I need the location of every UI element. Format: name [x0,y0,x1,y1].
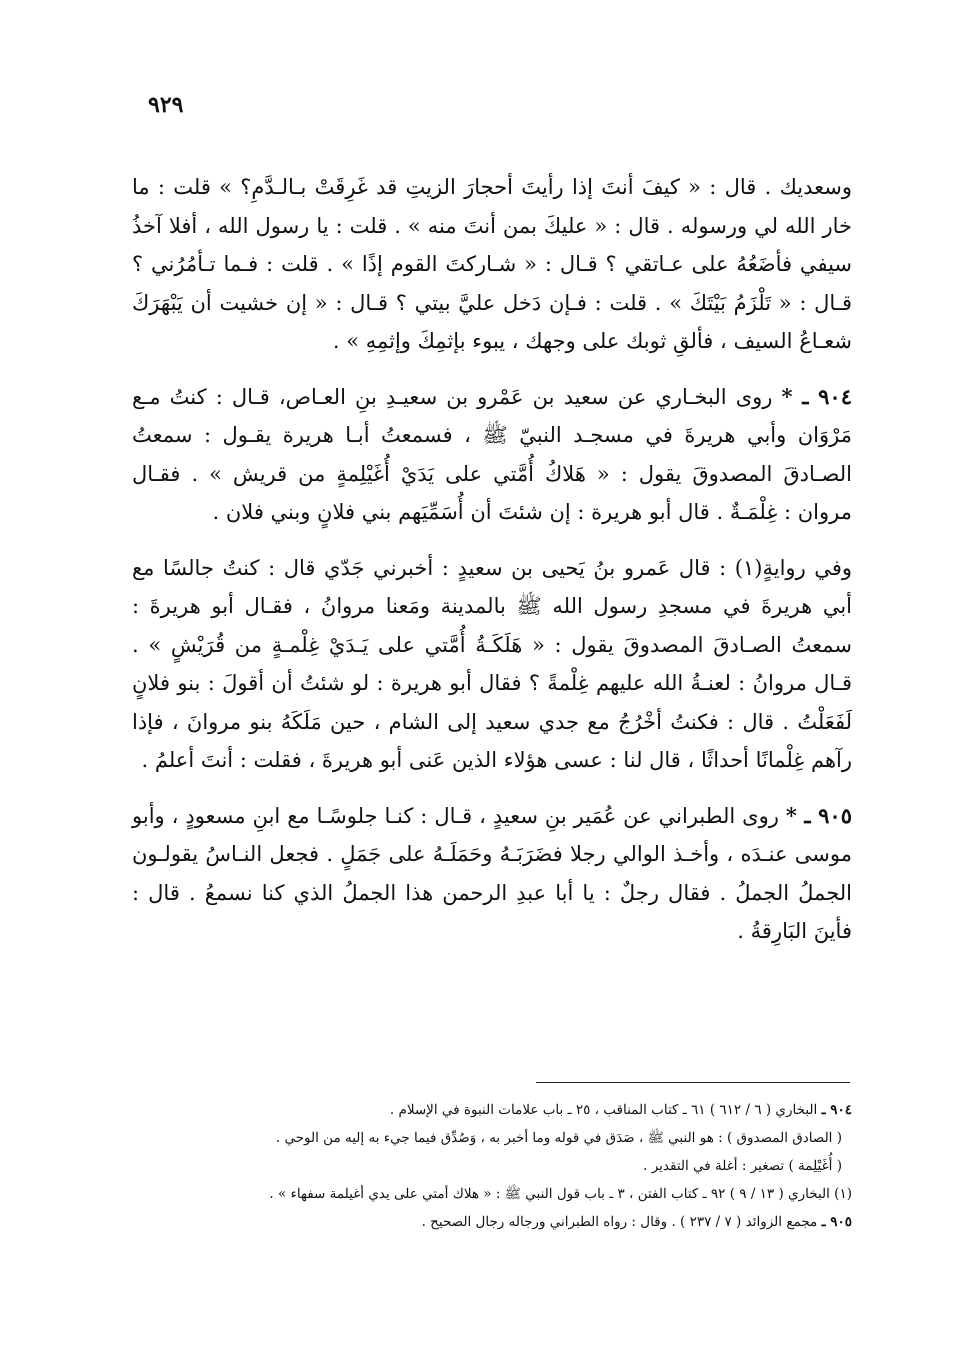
paragraph-text: وسعديك . قال : « كيفَ أنتَ إذا رأيتَ أحجارَ الزيتِ قد غَرِقَتْ بـالـدَّمِ؟ » قلت : ما خار الله لي ورسوله . قال : « عليكَ بمن أنتَ منه » . قلت : يا رسول الله ، أفلا آخذُ سيفي فأضَعُهُ على عـاتقي ؟ قـال : « شـاركتَ القوم إذًا » . قلت : فـما تـأمُرُني ؟ قـال : « تَلْزَمُ بَيْتَكَ » . قلت : فـإن دَخل عليَّ بيتي ؟ قـال : « إن خشيت أن يَبْهَرَكَ شعـاعُ السيف ، فألقِ ثوبك على وجهك ، يبوء بإثمِكَ وإثمِهِ » . [132,175,852,353]
footnote-text: ( الصادق المصدوق ) : هو النبي ﷺ ، صَدَق في قوله وما أخبر به ، وَصُدِّق فيما جيء به إليه من الوحي . [275,1130,842,1146]
footnotes [132,1096,852,1236]
hadith-905 [132,797,852,951]
hadith-904 [132,378,852,532]
footnote-separator [536,1082,850,1083]
footnote-text: ( أُغَيْلِمة ) تصغير : أغلة في التقدير . [643,1158,842,1174]
footnote-text: مجمع الزوائد ( ٧ / ٢٣٧ ) . وقال : رواه الطبراني ورجاله رجال الصحيح . [421,1214,818,1230]
footnote-number: ٩٠٥ ـ [821,1214,852,1230]
footnote-text: (١) البخاري ( ١٣ / ٩ ) ٩٢ ـ كتاب الفتن ، ٣ ـ باب قول النبي ﷺ : « هلاك أمتي على يدي أغيلمة سفهاء » . [269,1186,852,1202]
paragraph-text: وفي روايةٍ(١) : قال عَمرو بنُ يَحيى بن سعيدٍ : أخبرني جَدّي قال : كنتُ جالسًا مع أبي هريرةَ في مسجدِ رسول الله ﷺ بالمدينة ومَعنا مروانُ ، فقـال أبو هريرةَ : سمعتُ الصـادقَ المصدوقَ يقول : « هَلَكَـةُ أُمَّتي على يَـدَيْ غِلْمـةٍ من قُرَيْشٍ » . قـال مروانُ : لعنـةُ الله عليهم غِلْمةً ؟ فقال أبو هريرة : لو شئتُ أن أقولَ : بنو فلانٍ لَفَعَلْتُ . قال : فكنتُ أخْرُجُ مع جدي سعيد إلى الشام ، حين مَلَكَهُ بنو مروانَ ، فإذا رآهم غِلْمانًا أحداثًا ، قال لنا : عسى هؤلاء الذين عَنى أبو هريرةَ ، فقلت : أنتَ أعلمُ . [132,555,852,772]
footnote-905 [132,1208,852,1236]
riwaya-paragraph [132,549,852,780]
paragraph-text: روى البخـاري عن سعيد بن عَمْرو بن سعيـدِ بنِ العـاص، قـال : كنتُ مـع مَرْوَان وأبي هريرةَ في مسجـد النبيّ ﷺ ، فسمعتُ أبـا هريرة يقـول : سمعتُ الصـادقَ المصدوقَ يقول : « هَلاكُ أُمَّتي على يَدَيْ أُغَيْلِمةٍ من قريش » . فقـال مروان : غِلْمَـةٌ . قال أبو هريرة : إن شئتَ أن أُسَمِّيَهم بني فلانٍ وبني فلان . [132,384,852,524]
hadith-number: ٩٠٤ ـ * [781,383,852,409]
paragraph-text: روى الطبراني عن عُمَير بنِ سعيدٍ ، قـال : كنـا جلوسًـا مع ابنِ مسعودٍ ، وأبو موسى عنـدَه ، وأخـذ الوالي رجلا فضَرَبَـهُ وحَمَلَـهُ على جَمَلٍ . فجعل النـاسُ يقولـون الجملُ الجملُ . فقال رجلٌ : يا أبا عبدِ الرحمن هذا الجملُ الذي كنا نسمعُ . قال : فأينَ البَارِقةُ . [132,803,852,943]
footnote-1 [132,1180,852,1208]
footnote-text: البخاري ( ٦ / ٦١٢ ) ٦١ ـ كتاب المناقب ، ٢٥ ـ باب علامات النبوة في الإسلام . [389,1102,818,1118]
main-text [132,168,852,951]
footnote-number: ٩٠٤ ـ [821,1102,852,1118]
hadith-number: ٩٠٥ ـ * [785,802,852,828]
paragraph-continuation [132,168,852,361]
footnote-definition [132,1152,852,1180]
footnote-904 [132,1096,852,1124]
footnote-definition [132,1124,852,1152]
page-number: ٩٢٩ [148,92,184,118]
